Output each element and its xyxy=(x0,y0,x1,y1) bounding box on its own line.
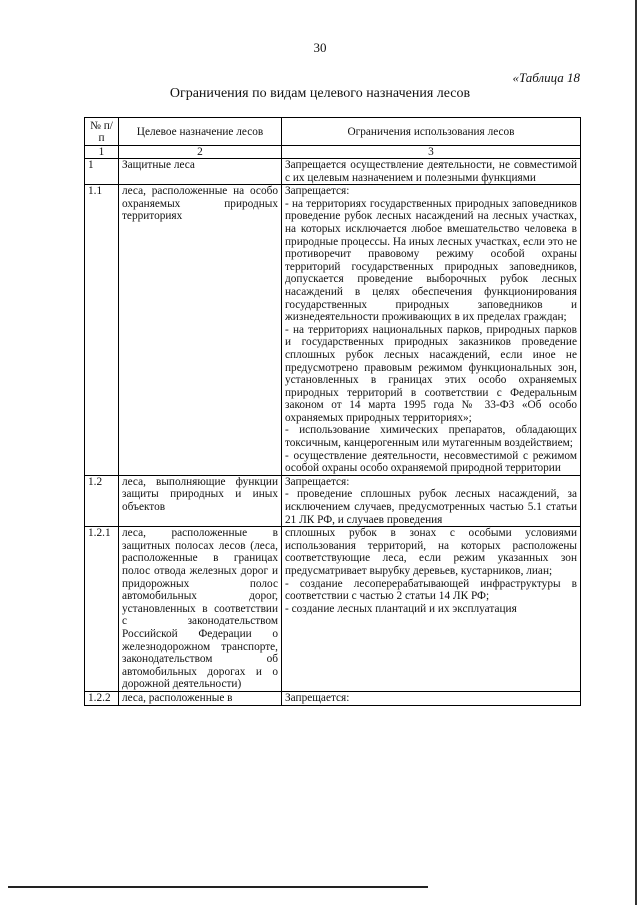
restriction-line: Запрещается осуществление деятельности, не совместимой с их целевым назначением и полезными функциями xyxy=(285,159,577,184)
row-number: 1.1 xyxy=(85,185,119,476)
table-row xyxy=(85,159,581,185)
row-restriction xyxy=(282,159,581,185)
scan-edge xyxy=(635,0,637,905)
table-reference: «Таблица 18 xyxy=(512,70,580,85)
table-header-row xyxy=(85,118,581,146)
restriction-line: сплошных рубок в зонах с особыми условиями использования территорий, на которых расположены соответствующие леса, если режим указанных зон предусматривает вырубку деревьев, кустарников, лиан; xyxy=(285,527,577,577)
bottom-divider xyxy=(8,886,428,888)
restrictions-table xyxy=(84,117,581,706)
restriction-line: Запрещается: xyxy=(285,185,350,198)
restriction-line: - создание лесоперерабатывающей инфраструктуры в соответствии с частью 2 статьи 14 ЛК РФ; xyxy=(285,577,577,603)
row-number: 1.2.1 xyxy=(85,527,119,692)
page-number: 30 xyxy=(313,40,327,55)
row-restriction xyxy=(282,185,581,476)
table-row xyxy=(85,185,581,476)
restriction-line: - осуществление деятельности, несовместимой с режимом особой охраны особо охраняемой природной территории xyxy=(285,449,577,475)
header-number: № п/п xyxy=(85,118,119,146)
row-number: 1 xyxy=(85,159,119,185)
column-number: 1 xyxy=(85,146,119,159)
table-row xyxy=(85,475,581,526)
table-row xyxy=(85,527,581,692)
row-purpose: леса, выполняющие функции защиты природных и иных объектов xyxy=(119,475,282,526)
column-number: 2 xyxy=(119,146,282,159)
row-restriction xyxy=(282,527,581,692)
table-row xyxy=(85,691,581,705)
restriction-line: - на территориях государственных природных заповедников проведение рубок лесных насаждений на лесных участках, на которых исключается любое вмешательство человека в природные процессы. На иных лесных участках, если это не противоречит правовому режиму особой охраны территорий государственных природных заповедников, допускается проведение выборочных рубок лесных насаждений в целях обеспечения функционирования государственных природных заповедников и жизнедеятельности проживающих в их пределах граждан; xyxy=(285,197,577,324)
row-purpose: леса, расположенные на особо охраняемых природных территориях xyxy=(119,185,282,476)
row-purpose: леса, расположенные в xyxy=(119,691,282,705)
restriction-line: - создание лесных плантаций и их эксплуатация xyxy=(285,602,517,615)
column-number-row xyxy=(85,146,581,159)
row-purpose: леса, расположенные в защитных полосах лесов (леса, расположенные в границах полос отвода железных дорог и придорожных полос автомобильных дорог, установленных в соответствии с законодательством Российской Федерации о железнодорожном транспорте, законодательством об автомобильных дорогах и о дорожной деятельности) xyxy=(119,527,282,692)
restriction-line: - использование химических препаратов, обладающих токсичным, канцерогенным или мутагенным воздействием; xyxy=(285,424,577,450)
column-number: 3 xyxy=(282,146,581,159)
header-restrictions: Ограничения использования лесов xyxy=(282,118,581,146)
restriction-line: Запрещается: xyxy=(285,691,350,704)
row-restriction xyxy=(282,475,581,526)
row-purpose: Защитные леса xyxy=(119,159,282,185)
row-restriction xyxy=(282,691,581,705)
restriction-line: - на территориях национальных парков, природных парков и государственных природных заказников проведение сплошных рубок лесных насаждений, если иное не предусмотрено правовым режимом функциональных зон, установленных в границах этих особо охраняемых природных территорий в соответствии с Федеральным законом от 14 марта 1995 года № 33-ФЗ «Об особо охраняемых природных территориях»; xyxy=(285,323,577,424)
row-number: 1.2 xyxy=(85,475,119,526)
row-number: 1.2.2 xyxy=(85,691,119,705)
restriction-line: - проведение сплошных рубок лесных насаждений, за исключением случаев, предусмотренных частью 5.1 статьи 21 ЛК РФ, и случаев проведения xyxy=(285,488,577,526)
header-purpose: Целевое назначение лесов xyxy=(119,118,282,146)
restriction-line: Запрещается: xyxy=(285,475,350,488)
document-title: Ограничения по видам целевого назначения лесов xyxy=(169,86,471,101)
